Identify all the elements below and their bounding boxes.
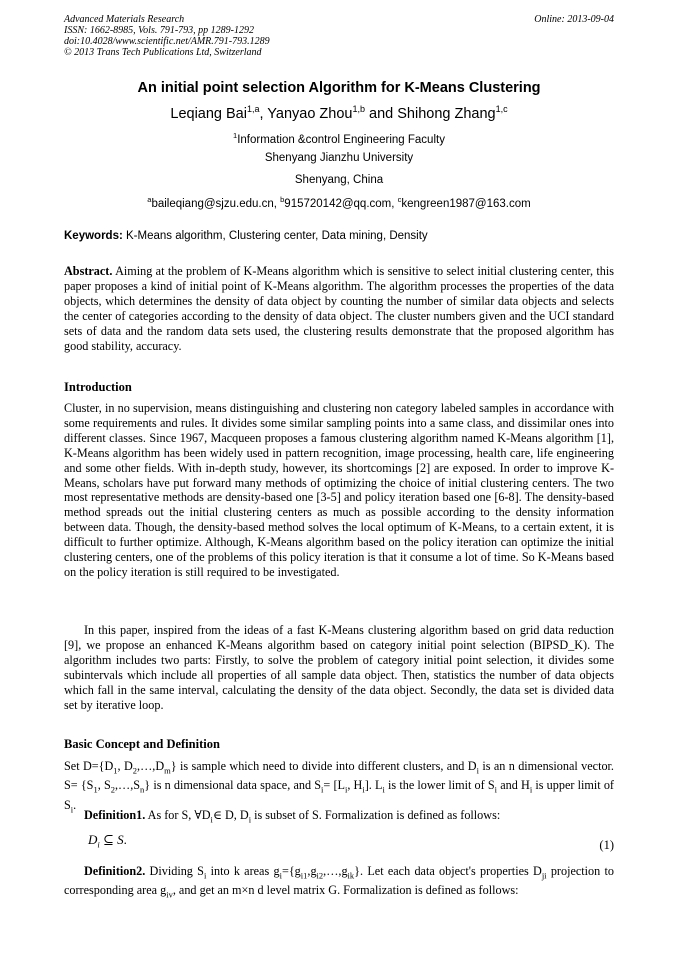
doi-line: doi:10.4028/www.scientific.net/AMR.791-793.1289 (64, 36, 270, 47)
basic-paragraph: Set $D=\{D_1$, $D_2,\dots,D_m$} is sample which need to divide into different clusters, and $D_i$ is an n dimensional vector. $S= \{S_1$, $S_2,\dots,S_n$} is n dimensional data space, and $S_i= [L_i$, $H_i$]. $L_i$ is the lower limit of $S_i$ and $H_i$ is upper limit of $S_i$. (64, 759, 614, 815)
author-name: Leqiang Bai (170, 105, 247, 122)
keywords: Keywords: K-Means algorithm, Clustering center, Data mining, Density (64, 230, 428, 242)
author-list: Leqiang Bai$^{1,a}$, Yanyao Zhou$^{1,b}$ and Shihong Zhang$^{1,c}$ (170, 104, 508, 122)
online-date: Online: 2013-09-04 (534, 14, 614, 25)
copyright-line: © 2013 Trans Tech Publications Ltd, Switzerland (64, 47, 262, 58)
formula-1: $D_i$ ⊆ S. (88, 832, 127, 850)
paper-title: An initial point selection Algorithm for K-Means Clustering (137, 80, 541, 96)
affiliation-line: $^1$Information &control Engineering Faculty (233, 131, 445, 146)
affiliation-line: Shenyang Jianzhu University (264, 152, 414, 164)
intro-paragraph: In this paper, inspired from the ideas of a fast K-Means clustering algorithm based on grid data reduction [9], we propose an enhanced K-Means algorithm based on category initial point selection (BIPSD_K). The algorithm includes two parts: Firstly, to solve the problem of category initial point selection, it divides some subintervals which include all properties of all sample data object. Then, statistics the number of data objects which fall in the same interval, calculating the density of the data object. Secondly, the data set is divided data set by iterative loop. (64, 623, 614, 712)
equation-number: (1) (599, 838, 614, 852)
intro-paragraph: Cluster, in no supervision, means distinguishing and clustering non category labeled samples in accordance with some requirements and rules. It divides some similar sampling points into a same class, and dissimilar ones into different classes. Since 1967, Macqueen proposes a famous clustering algorithm named K-Means algorithm [1], K-Means algorithm has been widely used in pattern recognition, image processing, health care, life engineering and some other fields. With in-depth study, however, its shortcomings [2] are exposed. In order to improve K-Means, scholars have put forward many methods of optimizing the choice of initial clustering centers. The two most representative methods are density-based one [3-5] and policy iteration based one [6-8]. The density-based method spreads out the initial clustering centers as much as possible according to the density information between data. Though, the density-based method solves the local optimum of K-Means, to a certain extent, it is difficult to further optimize. Although, K-Means algorithm based on the policy iteration can optimize the initial clustering centers, one of the problems of this policy iteration is that it consume a lot of time. So K-Means based on the policy iteration is still required to be investigated. (64, 401, 614, 579)
abstract: Abstract. Aiming at the problem of K-Means algorithm which is sensitive to select initial clustering center, this paper proposes a kind of initial point of K-Means algorithm. The algorithm processes the properties of the data objects, which determines the density of data object by counting the number of similar data objects and selects the center of categories according to the density of data object. The cluster numbers given and the UCI standard sets of data and the random data sets used, the clustering results demonstrate that the proposed algorithm has good stability, accuracy. (64, 264, 614, 353)
section-heading-basic-concept: Basic Concept and Definition (64, 737, 220, 751)
definition-1: Definition1. As for S, $\forall D_i\in$ D, $D_i$ is subset of S. Formalization is defined as follows: (84, 808, 501, 825)
email-line: $^a$baileqiang@sjzu.edu.cn, $^b$915720142@qq.com, $^c$kengreen1987@163.com (147, 195, 531, 210)
section-heading-introduction: Introduction (64, 380, 132, 394)
issn-line: ISSN: 1662-8985, Vols. 791-793, pp 1289-1292 (64, 25, 254, 36)
journal-name: Advanced Materials Research (64, 14, 185, 25)
affiliation-line: Shenyang, China (294, 174, 384, 186)
definition-2: Definition2. Dividing $S_i$ into k areas $g_i=\{g_{i1},g_{i2},\dots,g_{ik}\}$. Let each data object's properties $D_{ji}$ projection to corresponding area $g_{iv}$, and get an m×n d level matrix G. Formalization is defined as follows: (64, 864, 614, 900)
author-name: , Yanyao Zhou (259, 105, 353, 122)
author-name: and Shihong Zhang (364, 105, 496, 122)
journal-header (64, 14, 614, 58)
